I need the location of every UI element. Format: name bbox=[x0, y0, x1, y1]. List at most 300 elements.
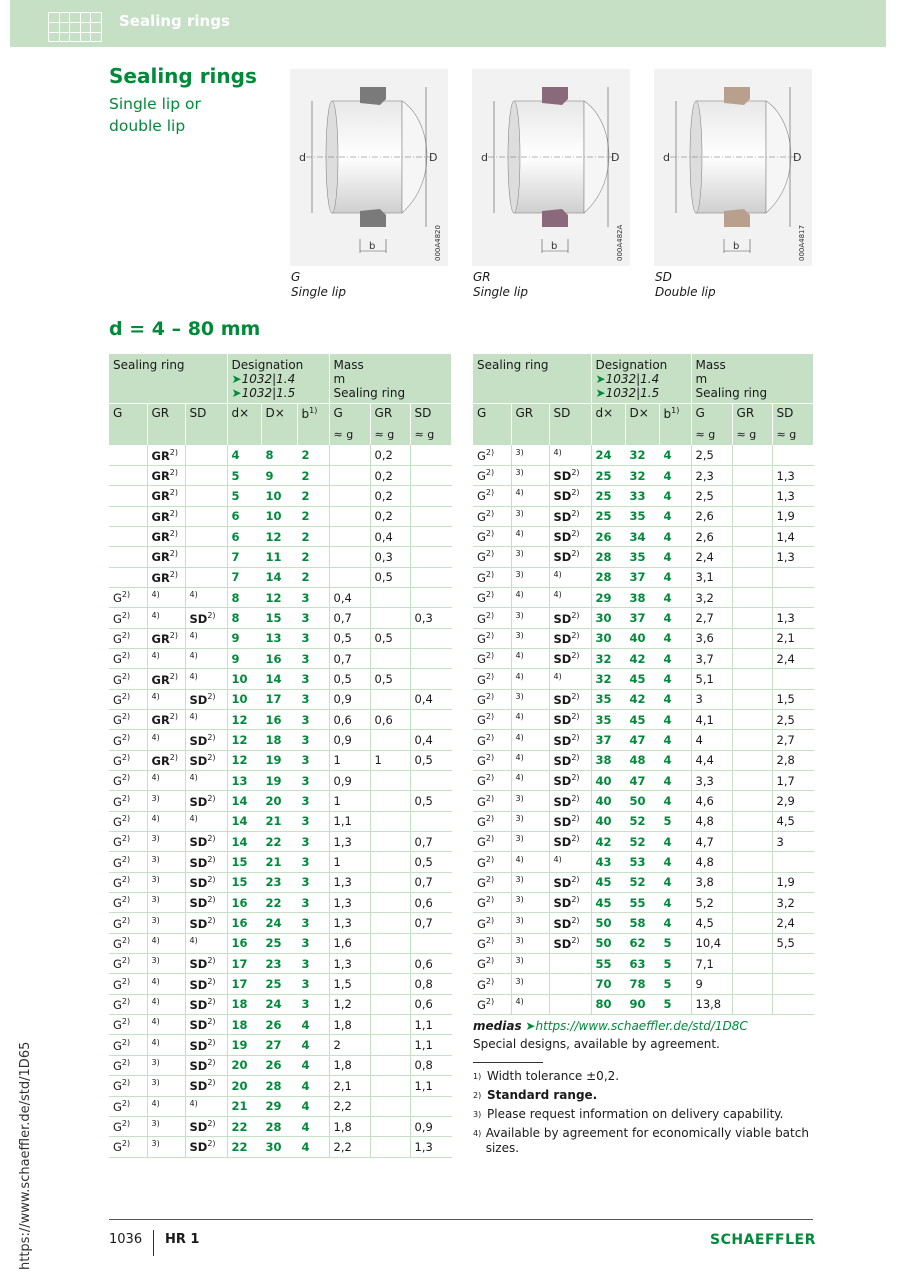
table-cell bbox=[185, 547, 227, 567]
table-row bbox=[473, 465, 813, 485]
table-cell: $G^{2)}$ bbox=[473, 669, 511, 689]
table-cell: 1,7 bbox=[772, 771, 813, 791]
table-cell: $G^{2)}$ bbox=[473, 587, 511, 607]
table-cell: $G^{2)}$ bbox=[473, 465, 511, 485]
table-cell: 37 bbox=[625, 608, 659, 628]
table-cell: 1,1 bbox=[410, 1076, 451, 1096]
table-cell: 3) bbox=[511, 445, 549, 465]
table-cell: SD$^{2)}$ bbox=[185, 974, 227, 994]
table-row bbox=[473, 445, 813, 465]
table-cell: 0,6 bbox=[370, 709, 410, 729]
table-cell: 80 bbox=[591, 994, 625, 1014]
page-title: Sealing rings bbox=[109, 64, 257, 88]
table-row bbox=[473, 994, 813, 1014]
table-row bbox=[473, 547, 813, 567]
figure-caption-g: G Single lip bbox=[291, 270, 346, 299]
table-cell: 1,5 bbox=[772, 689, 813, 709]
banner-title: Sealing rings bbox=[119, 12, 230, 30]
table-cell: $G^{2)}$ bbox=[109, 954, 147, 974]
footnote-divider bbox=[473, 1062, 543, 1063]
footer-section: HR 1 bbox=[165, 1232, 200, 1247]
table-cell: 32 bbox=[591, 669, 625, 689]
table-cell: 3) bbox=[511, 465, 549, 485]
table-cell: 4 bbox=[659, 750, 691, 770]
table-cell: 4) bbox=[147, 648, 185, 668]
table-row bbox=[473, 730, 813, 750]
table-cell: 4) bbox=[147, 587, 185, 607]
table-cell bbox=[370, 1076, 410, 1096]
table-cell: 35 bbox=[591, 689, 625, 709]
table-cell: 4) bbox=[511, 709, 549, 729]
figure-gr bbox=[472, 69, 630, 266]
table-row bbox=[109, 1096, 451, 1116]
table-cell: GR$^{2)}$ bbox=[147, 506, 185, 526]
label-D: D bbox=[429, 151, 438, 164]
table-cell: 4) bbox=[511, 669, 549, 689]
table-cell: $G^{2)}$ bbox=[473, 730, 511, 750]
table-row bbox=[473, 933, 813, 953]
table-cell: 3 bbox=[297, 852, 329, 872]
table-cell: 3 bbox=[297, 750, 329, 770]
table-cell: 0,2 bbox=[370, 506, 410, 526]
table-cell: 25 bbox=[261, 974, 297, 994]
table-cell: $G^{2)}$ bbox=[109, 709, 147, 729]
table-cell: 2 bbox=[329, 1035, 370, 1055]
table-cell: 3) bbox=[511, 893, 549, 913]
table-cell: 1,8 bbox=[329, 1116, 370, 1136]
table-cell: 24 bbox=[261, 913, 297, 933]
table-row bbox=[109, 1015, 451, 1035]
subtitle-line-1: Single lip or bbox=[109, 95, 201, 113]
table-cell: 45 bbox=[625, 669, 659, 689]
table-cell: 4) bbox=[147, 1035, 185, 1055]
table-cell: $G^{2)}$ bbox=[109, 771, 147, 791]
table-cell: 37 bbox=[625, 567, 659, 587]
table-row bbox=[473, 486, 813, 506]
table-cell: 4 bbox=[659, 689, 691, 709]
table-cell: 1,9 bbox=[772, 506, 813, 526]
table-cell: 4 bbox=[691, 730, 732, 750]
table-cell: 32 bbox=[625, 465, 659, 485]
table-cell: 4) bbox=[147, 730, 185, 750]
table-cell: 0,7 bbox=[329, 648, 370, 668]
table-cell bbox=[410, 587, 451, 607]
table-cell: SD$^{2)}$ bbox=[549, 832, 591, 852]
table-cell: 25 bbox=[591, 486, 625, 506]
table-cell: SD$^{2)}$ bbox=[549, 872, 591, 892]
table-cell: D× bbox=[625, 403, 659, 423]
table-cell: 78 bbox=[625, 974, 659, 994]
table-cell: 16 bbox=[227, 913, 261, 933]
table-cell: 4 bbox=[297, 1015, 329, 1035]
table-cell: 1,3 bbox=[410, 1137, 451, 1157]
table-cell: 4 bbox=[659, 506, 691, 526]
table-cell: 32 bbox=[625, 445, 659, 465]
table-cell: 0,6 bbox=[410, 893, 451, 913]
footnote-3: 3) Please request information on delivery capability. bbox=[473, 1107, 784, 1121]
table-cell: 16 bbox=[261, 709, 297, 729]
label-d: d bbox=[481, 151, 488, 164]
table-cell bbox=[772, 974, 813, 994]
table-cell: 4) bbox=[185, 811, 227, 831]
table-row bbox=[473, 648, 813, 668]
table-cell: 3) bbox=[511, 933, 549, 953]
table-cell: 4) bbox=[511, 648, 549, 668]
table-cell: 9 bbox=[261, 465, 297, 485]
table-cell: 12 bbox=[227, 750, 261, 770]
table-cell: 15 bbox=[227, 872, 261, 892]
table-cell: 22 bbox=[261, 893, 297, 913]
table-row bbox=[473, 750, 813, 770]
table-cell: 0,6 bbox=[329, 709, 370, 729]
table-cell: ≈ g bbox=[329, 423, 370, 445]
table-cell bbox=[591, 423, 625, 445]
table-cell: 2 bbox=[297, 445, 329, 465]
table-cell: 3 bbox=[297, 669, 329, 689]
table-row bbox=[109, 465, 451, 485]
table-cell: 0,8 bbox=[410, 1055, 451, 1075]
table-cell: GR bbox=[147, 403, 185, 423]
table-cell: SD$^{2)}$ bbox=[185, 913, 227, 933]
table-cell: 5,5 bbox=[772, 933, 813, 953]
table-cell: 47 bbox=[625, 730, 659, 750]
table-cell: SD bbox=[549, 403, 591, 423]
side-url[interactable]: https://www.schaeffler.de/std/1D65 bbox=[18, 1041, 33, 1270]
table-cell: 12 bbox=[227, 730, 261, 750]
table-cell: 1,3 bbox=[329, 872, 370, 892]
table-cell: 38 bbox=[625, 587, 659, 607]
table-row bbox=[473, 628, 813, 648]
table-cell: 38 bbox=[591, 750, 625, 770]
table-cell: GR$^{2)}$ bbox=[147, 465, 185, 485]
table-cell: 4) bbox=[549, 852, 591, 872]
table-cell: $G^{2)}$ bbox=[473, 974, 511, 994]
table-cell: $b^{1)}$ bbox=[297, 403, 329, 423]
figure-g bbox=[290, 69, 448, 266]
table-cell: 0,5 bbox=[410, 750, 451, 770]
table-row bbox=[473, 791, 813, 811]
table-cell: 0,5 bbox=[370, 567, 410, 587]
table-cell: 0,3 bbox=[410, 608, 451, 628]
table-cell bbox=[370, 811, 410, 831]
table-row bbox=[109, 791, 451, 811]
table-cell: 4) bbox=[511, 994, 549, 1014]
table-cell: 18 bbox=[227, 994, 261, 1014]
table-cell: SD$^{2)}$ bbox=[549, 608, 591, 628]
table-cell: 1,3 bbox=[772, 608, 813, 628]
table-cell bbox=[732, 771, 772, 791]
brand-logo: SCHAEFFLER bbox=[710, 1232, 816, 1248]
table-cell: GR$^{2)}$ bbox=[147, 445, 185, 465]
figure-ref: 000A4820 bbox=[434, 225, 442, 261]
table-cell: $G^{2)}$ bbox=[473, 933, 511, 953]
table-cell: 12 bbox=[227, 709, 261, 729]
table-cell: SD$^{2)}$ bbox=[549, 709, 591, 729]
table-cell: 3) bbox=[511, 872, 549, 892]
table-cell: 2,7 bbox=[772, 730, 813, 750]
table-cell: 0,5 bbox=[370, 628, 410, 648]
table-row bbox=[109, 709, 451, 729]
table-cell: G bbox=[473, 403, 511, 423]
table-cell: 2,6 bbox=[691, 526, 732, 546]
table-cell bbox=[732, 526, 772, 546]
table-cell: 22 bbox=[261, 832, 297, 852]
table-cell: 3 bbox=[297, 648, 329, 668]
table-row bbox=[109, 1055, 451, 1075]
notes-section bbox=[473, 1019, 813, 1160]
table-cell: $G^{2)}$ bbox=[473, 608, 511, 628]
table-cell: SD$^{2)}$ bbox=[549, 913, 591, 933]
table-cell: $G^{2)}$ bbox=[473, 771, 511, 791]
table-cell: 0,9 bbox=[329, 730, 370, 750]
table-cell: 3 bbox=[297, 709, 329, 729]
table-row bbox=[473, 689, 813, 709]
table-cell bbox=[732, 872, 772, 892]
table-row bbox=[109, 648, 451, 668]
table-cell bbox=[732, 465, 772, 485]
table-cell: $G^{2)}$ bbox=[109, 832, 147, 852]
table-cell: 3) bbox=[511, 954, 549, 974]
table-cell: 27 bbox=[261, 1035, 297, 1055]
label-b: b bbox=[733, 241, 740, 252]
table-cell bbox=[370, 1035, 410, 1055]
table-cell bbox=[370, 974, 410, 994]
table-cell bbox=[370, 608, 410, 628]
table-cell: G bbox=[329, 403, 370, 423]
table-cell: 15 bbox=[227, 852, 261, 872]
table-cell: 3 bbox=[297, 893, 329, 913]
table-row bbox=[473, 811, 813, 831]
table-cell: SD bbox=[772, 403, 813, 423]
table-cell bbox=[329, 506, 370, 526]
table-cell: SD$^{2)}$ bbox=[185, 608, 227, 628]
table-cell bbox=[732, 791, 772, 811]
table-cell: 3,8 bbox=[691, 872, 732, 892]
table-cell: SD$^{2)}$ bbox=[549, 893, 591, 913]
table-cell: 4) bbox=[147, 608, 185, 628]
table-cell: 30 bbox=[591, 628, 625, 648]
table-cell bbox=[772, 445, 813, 465]
table-cell: SD$^{2)}$ bbox=[185, 1015, 227, 1035]
table-cell: $G^{2)}$ bbox=[473, 547, 511, 567]
table-cell bbox=[370, 893, 410, 913]
figure-caption-sd: SD Double lip bbox=[655, 270, 716, 299]
table-cell bbox=[185, 506, 227, 526]
figure-ref: 000A482A bbox=[616, 224, 624, 261]
table-cell: 3) bbox=[511, 567, 549, 587]
table-cell: 4 bbox=[659, 567, 691, 587]
table-row bbox=[473, 872, 813, 892]
table-cell bbox=[410, 465, 451, 485]
table-cell: 5 bbox=[227, 465, 261, 485]
arrow-icon: ➤ bbox=[595, 372, 606, 386]
table-cell: 48 bbox=[625, 750, 659, 770]
table-cell: 0,6 bbox=[410, 994, 451, 1014]
table-row bbox=[109, 445, 451, 465]
table-cell: 2,5 bbox=[772, 709, 813, 729]
table-cell: SD$^{2)}$ bbox=[549, 750, 591, 770]
table-cell: 0,7 bbox=[329, 608, 370, 628]
table-cell: 25 bbox=[261, 933, 297, 953]
table-cell bbox=[410, 628, 451, 648]
table-row bbox=[109, 913, 451, 933]
table-cell: 3) bbox=[511, 547, 549, 567]
table-cell: 21 bbox=[261, 852, 297, 872]
table-cell: $G^{2)}$ bbox=[109, 1015, 147, 1035]
label-d: d bbox=[663, 151, 670, 164]
table-cell: 50 bbox=[591, 913, 625, 933]
table-cell: 1,9 bbox=[772, 872, 813, 892]
table-cell: $G^{2)}$ bbox=[109, 648, 147, 668]
table-cell bbox=[410, 486, 451, 506]
table-cell: 24 bbox=[591, 445, 625, 465]
table-row bbox=[109, 893, 451, 913]
table-cell: 0,5 bbox=[410, 852, 451, 872]
table-cell bbox=[370, 730, 410, 750]
table-cell: 25 bbox=[591, 465, 625, 485]
table-cell: 2,5 bbox=[691, 445, 732, 465]
table-cell: 4) bbox=[511, 730, 549, 750]
table-cell: 5,1 bbox=[691, 669, 732, 689]
special-designs-note: Special designs, available by agreement. bbox=[473, 1037, 720, 1051]
table-cell: 4) bbox=[147, 974, 185, 994]
table-cell: 7,1 bbox=[691, 954, 732, 974]
table-row bbox=[109, 852, 451, 872]
medias-label: medias bbox=[473, 1019, 522, 1033]
table-cell: 4) bbox=[185, 669, 227, 689]
table-cell: 4) bbox=[185, 628, 227, 648]
table-cell: 4) bbox=[511, 587, 549, 607]
table-cell: $G^{2)}$ bbox=[473, 994, 511, 1014]
table-cell bbox=[185, 465, 227, 485]
table-cell: 3) bbox=[511, 791, 549, 811]
table-cell bbox=[549, 954, 591, 974]
table-cell: 3) bbox=[147, 1076, 185, 1096]
table-cell: 52 bbox=[625, 811, 659, 831]
table-cell: GR$^{2)}$ bbox=[147, 526, 185, 546]
table-row bbox=[109, 811, 451, 831]
table-cell: $G^{2)}$ bbox=[109, 913, 147, 933]
table-cell bbox=[370, 648, 410, 668]
table-cell: 4) bbox=[147, 1096, 185, 1116]
table-cell: ≈ g bbox=[410, 423, 451, 445]
table-cell: 23 bbox=[261, 954, 297, 974]
table-cell: 22 bbox=[227, 1116, 261, 1136]
table-cell: 4,1 bbox=[691, 709, 732, 729]
table-cell bbox=[772, 669, 813, 689]
table-cell: 19 bbox=[261, 750, 297, 770]
table-cell: SD$^{2)}$ bbox=[549, 730, 591, 750]
table-cell: 3 bbox=[297, 872, 329, 892]
table-row bbox=[109, 669, 451, 689]
table-cell: 0,9 bbox=[410, 1116, 451, 1136]
table-cell bbox=[549, 974, 591, 994]
table-cell: SD$^{2)}$ bbox=[185, 1076, 227, 1096]
table-cell: 2,1 bbox=[329, 1076, 370, 1096]
table-cell: $G^{2)}$ bbox=[473, 832, 511, 852]
table-cell: 28 bbox=[261, 1076, 297, 1096]
table-cell: 63 bbox=[625, 954, 659, 974]
table-cell: 7 bbox=[227, 547, 261, 567]
table-cell: 2,8 bbox=[772, 750, 813, 770]
table-cell: 3,3 bbox=[691, 771, 732, 791]
table-cell: 55 bbox=[625, 893, 659, 913]
table-cell: $G^{2)}$ bbox=[473, 791, 511, 811]
table-cell: $G^{2)}$ bbox=[473, 750, 511, 770]
table-cell: 4) bbox=[147, 933, 185, 953]
table-cell: 5 bbox=[659, 994, 691, 1014]
table-cell bbox=[410, 669, 451, 689]
table-cell bbox=[370, 1096, 410, 1116]
table-cell: GR$^{2)}$ bbox=[147, 486, 185, 506]
table-cell: 0,5 bbox=[329, 669, 370, 689]
table-cell: 45 bbox=[591, 893, 625, 913]
table-cell: 25 bbox=[591, 506, 625, 526]
table-cell: d× bbox=[591, 403, 625, 423]
table-cell bbox=[410, 547, 451, 567]
table-cell: 2 bbox=[297, 547, 329, 567]
table-cell: 4,6 bbox=[691, 791, 732, 811]
table-cell: 4) bbox=[185, 587, 227, 607]
table-cell: 42 bbox=[625, 648, 659, 668]
table-cell bbox=[410, 526, 451, 546]
table-cell: $G^{2)}$ bbox=[473, 445, 511, 465]
arrow-icon: ➤ bbox=[231, 372, 242, 386]
table-cell: 47 bbox=[625, 771, 659, 791]
table-cell: 4 bbox=[659, 872, 691, 892]
table-cell bbox=[370, 954, 410, 974]
table-cell: 4) bbox=[147, 1015, 185, 1035]
table-cell: 3) bbox=[147, 913, 185, 933]
table-cell: 2 bbox=[297, 526, 329, 546]
table-cell: 14 bbox=[261, 669, 297, 689]
table-cell: 1,2 bbox=[329, 994, 370, 1014]
table-cell: GR$^{2)}$ bbox=[147, 628, 185, 648]
table-cell: $G^{2)}$ bbox=[109, 791, 147, 811]
table-cell: 5 bbox=[227, 486, 261, 506]
table-cell: 20 bbox=[227, 1076, 261, 1096]
table-cell: 4 bbox=[227, 445, 261, 465]
table-cell: 42 bbox=[591, 832, 625, 852]
table-cell: 0,4 bbox=[410, 689, 451, 709]
table-cell: 4 bbox=[659, 913, 691, 933]
table-cell bbox=[329, 465, 370, 485]
medias-link[interactable]: https://www.schaeffler.de/std/1D8C bbox=[535, 1019, 748, 1033]
table-cell: $G^{2)}$ bbox=[109, 974, 147, 994]
table-cell: 3) bbox=[511, 974, 549, 994]
table-cell: 17 bbox=[261, 689, 297, 709]
table-cell bbox=[370, 872, 410, 892]
table-cell bbox=[732, 709, 772, 729]
footnote-1: 1) Width tolerance ±0,2. bbox=[473, 1069, 620, 1083]
table-cell bbox=[109, 423, 147, 445]
table-cell: 4,5 bbox=[691, 913, 732, 933]
sealing-ring-table-right bbox=[473, 354, 814, 1015]
table-cell: 52 bbox=[625, 872, 659, 892]
table-cell bbox=[772, 567, 813, 587]
table-row bbox=[109, 1076, 451, 1096]
table-cell bbox=[410, 811, 451, 831]
table-cell: 1,4 bbox=[772, 526, 813, 546]
table-cell bbox=[732, 648, 772, 668]
table-cell: 14 bbox=[227, 811, 261, 831]
table-cell bbox=[370, 1116, 410, 1136]
table-cell: 3,6 bbox=[691, 628, 732, 648]
table-cell: $G^{2)}$ bbox=[473, 648, 511, 668]
table-cell: SD$^{2)}$ bbox=[185, 1116, 227, 1136]
table-cell: $G^{2)}$ bbox=[473, 709, 511, 729]
label-D: D bbox=[611, 151, 620, 164]
